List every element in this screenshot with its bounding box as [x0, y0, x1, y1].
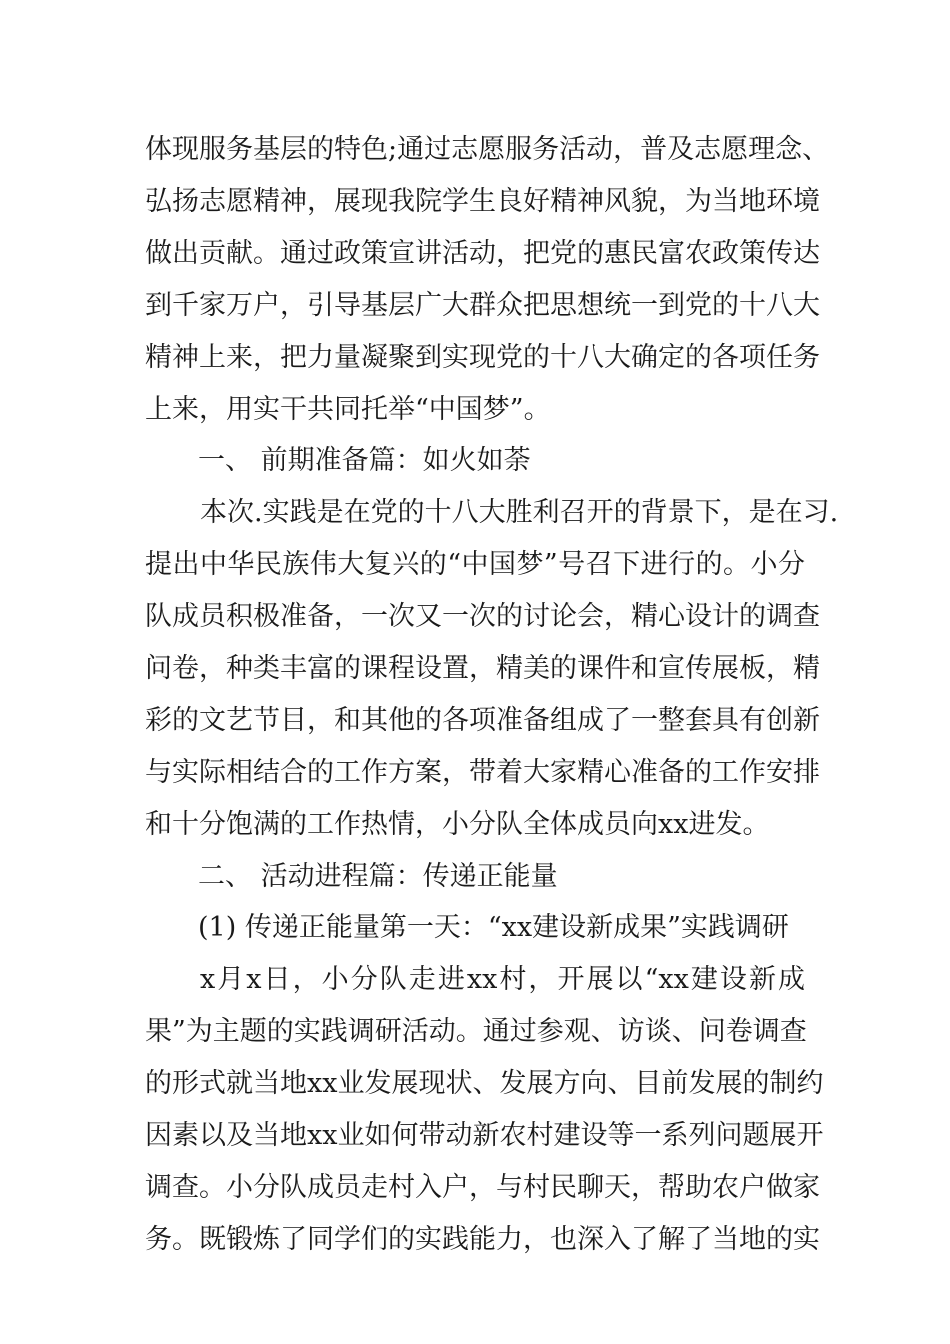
body-text-line: 彩的文艺节目，和其他的各项准备组成了一整套具有创新 [145, 705, 820, 736]
body-text-line: 务。既锻炼了同学们的实践能力，也深入了解了当地的实 [145, 1224, 820, 1255]
body-text-line: 因素以及当地xx业如何带动新农村建设等一系列问题展开 [145, 1120, 824, 1151]
body-text-line: 的形式就当地xx业发展现状、发展方向、目前发展的制约 [145, 1068, 824, 1099]
body-text-line: 弘扬志愿精神，展现我院学生良好精神风貌，为当地环境 [145, 186, 820, 217]
body-text-line: 体现服务基层的特色;通过志愿服务活动，普及志愿理念、 [145, 134, 830, 165]
body-text-line: 和十分饱满的工作热情，小分队全体成员向xx进发。 [145, 809, 770, 840]
subsection-heading-1: (1) 传递正能量第一天：“xx建设新成果”实践调研 [198, 912, 789, 943]
body-text-line: 精神上来，把力量凝聚到实现党的十八大确定的各项任务 [145, 342, 820, 373]
body-text-line: 本次.实践是在党的十八大胜利召开的背景下，是在习. [200, 497, 839, 528]
section-heading-2: 二、 活动进程篇：传递正能量 [198, 861, 558, 892]
body-text-line: 调查。小分队成员走村入户，与村民聊天，帮助农户做家 [145, 1172, 820, 1203]
body-text-line: 上来，用实干共同托举“中国梦”。 [145, 394, 551, 425]
body-text-line: 问卷，种类丰富的课程设置，精美的课件和宣传展板，精 [145, 653, 820, 684]
section-heading-1: 一、 前期准备篇：如火如荼 [198, 445, 531, 476]
body-text-line: 果”为主题的实践调研活动。通过参观、访谈、问卷调查 [145, 1016, 807, 1047]
body-text-line: 队成员积极准备，一次又一次的讨论会，精心设计的调查 [145, 601, 820, 632]
body-text-line: 到千家万户，引导基层广大群众把思想统一到党的十八大 [145, 290, 820, 321]
body-text-line: x月x日，小分队走进xx村，开展以“xx建设新成 [200, 964, 805, 995]
body-text-line: 做出贡献。通过政策宣讲活动，把党的惠民富农政策传达 [145, 238, 820, 269]
body-text-line: 与实际相结合的工作方案，带着大家精心准备的工作安排 [145, 757, 820, 788]
body-text-line: 提出中华民族伟大复兴的“中国梦”号召下进行的。小分 [145, 549, 805, 580]
